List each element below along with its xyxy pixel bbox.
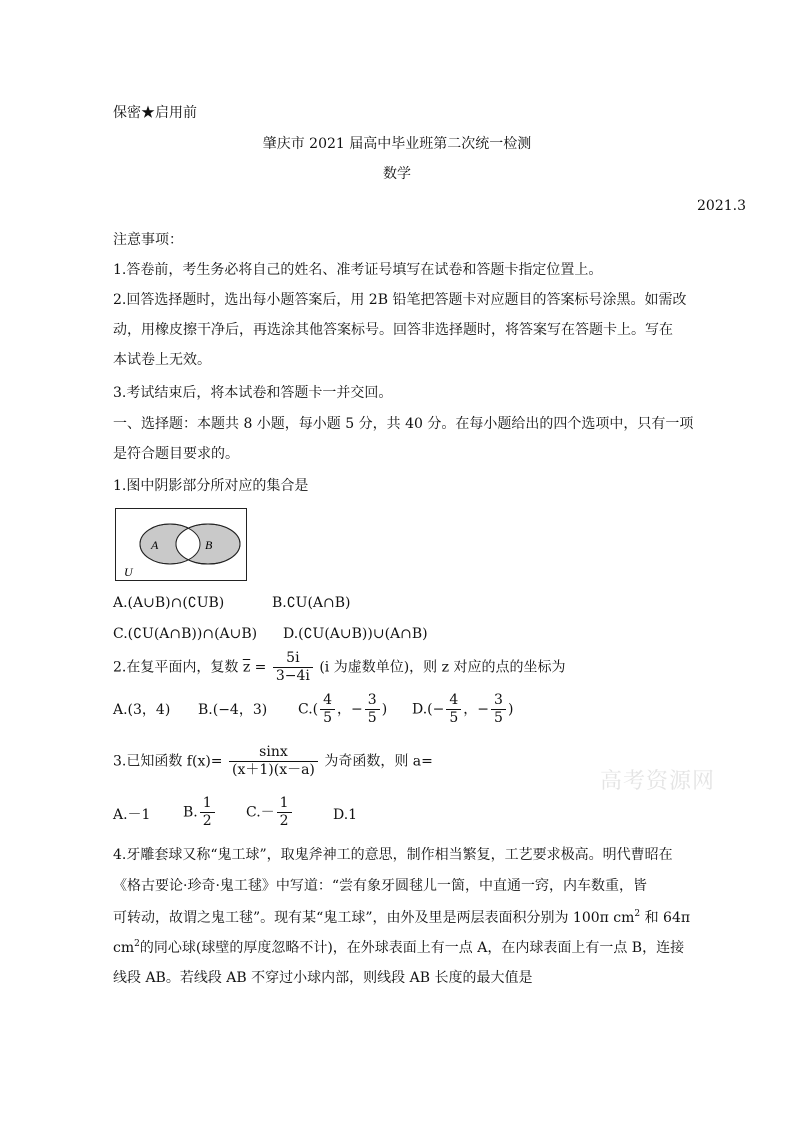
q2-d-den-1: 5 [449, 710, 459, 726]
q3-c-num: 1 [277, 795, 292, 813]
q3-fraction [229, 744, 318, 779]
q2-d-sep: ，− [463, 701, 490, 718]
q3-stem-pre: 3.已知函数 f(x)= [113, 753, 223, 770]
q4-line-3a: 可转动，故谓之鬼工毬”。现有某“鬼工球”，由外及里是两层表面积分别为 100π cm [113, 910, 635, 926]
q3-b-num: 1 [200, 795, 215, 813]
note-1: 1.答卷前，考生务必将自己的姓名、准考证号填写在试卷和答题卡指定位置上。 [113, 262, 603, 278]
q4-line-2: 《格古要论·珍奇·鬼工毬》中写道：“尝有象牙圆毬儿一箇，中直通一窍，内车数重，皆 [113, 878, 648, 894]
q4-line-3 [113, 908, 690, 930]
notes-heading: 注意事项： [113, 232, 183, 248]
q2-d-num-1: 4 [446, 692, 461, 710]
q4-line-5: 线段 AB。若线段 AB 不穿过小球内部，则线段 AB 长度的最大值是 [113, 970, 533, 986]
q4-sup-1: 2 [634, 909, 641, 919]
q2-c-frac-2 [365, 692, 380, 727]
q4-line-4b: 的同心球(球壁的厚度忽略不计)，在外球表面上有一点 A，在内球表面上有一点 B，连接 [139, 940, 685, 956]
note-3: 3.考试结束后，将本试卷和答题卡一并交回。 [113, 385, 393, 401]
q2-d-den-2: 5 [494, 710, 503, 726]
q3-stem-post: 为奇函数，则 a= [324, 753, 433, 770]
q2-c-frac-1 [320, 692, 335, 727]
q1-option-c: C.(∁U(A∩B))∩(A∪B) [113, 626, 258, 642]
q2-fraction-numerator: 5i [273, 650, 313, 668]
q3-c-pre: C.－ [246, 804, 275, 821]
note-2-line-2: 动，用橡皮擦干净后，再选涂其他答案标号。回答非选择题时，将答案写在答题卡上。写在 [113, 322, 673, 338]
q4-line-1: 4.牙雕套球又称“鬼工球”，取鬼斧神工的意思，制作相当繁复，工艺要求极高。明代曹昭在 [113, 847, 673, 863]
q4-line-4a: cm [113, 940, 135, 956]
q2-c-num-1: 4 [320, 692, 335, 710]
q4-line-3b: 和 64π [644, 910, 691, 926]
q3-c-frac [277, 795, 292, 830]
note-2-line-3: 本试卷上无效。 [113, 352, 211, 368]
watermark: 高考资源网 [600, 769, 716, 794]
q3-fraction-denominator: (x＋1)(x－a) [232, 762, 315, 778]
q3-option-b [183, 795, 217, 830]
q4-sup-2: 2 [134, 939, 140, 949]
q2-stem-post: (i 为虚数单位)，则 z 对应的点的坐标为 [319, 659, 566, 676]
exam-subject: 数学 [383, 166, 411, 182]
z-conjugate: $\overline{z}$ [242, 659, 251, 676]
q2-c-post: ) [381, 701, 388, 718]
section-1-line-2: 是符合题目要求的。 [113, 446, 239, 462]
q2-c-num-2: 3 [365, 692, 380, 710]
q2-option-b: B.(−4，3) [198, 702, 268, 718]
venn-label-b: B [205, 538, 213, 552]
venn-label-u: U [124, 565, 133, 579]
q2-d-frac-1 [446, 692, 461, 727]
q2-d-num-2: 3 [491, 692, 506, 710]
q2-equals: = [254, 659, 267, 676]
q3-b-frac [200, 795, 215, 830]
exam-title: 肇庆市 2021 届高中毕业班第二次统一检测 [262, 136, 532, 152]
q3-b-den: 2 [202, 813, 212, 829]
q2-c-den-2: 5 [367, 710, 377, 726]
q2-d-pre: D.(− [412, 701, 445, 718]
q2-c-den-1: 5 [323, 710, 333, 726]
q4-line-4 [113, 938, 684, 960]
q2-fraction [273, 650, 313, 685]
secret-label: 保密★启用前 [113, 105, 197, 121]
q2-option-a: A.(3，4) [113, 702, 171, 718]
q2-stem-pre: 2.在复平面内，复数 [113, 659, 239, 676]
venn-label-a: A [151, 538, 159, 552]
q2-option-c [298, 692, 387, 727]
q2-c-pre: C.( [298, 701, 319, 718]
q3-fraction-numerator: sinx [229, 744, 318, 762]
q3-stem [113, 744, 433, 779]
q2-option-d [412, 692, 513, 727]
q2-c-sep: ，− [337, 701, 363, 718]
q1-option-a: A.(A∪B)∩(∁UB) [113, 595, 225, 611]
q3-option-d: D.1 [333, 807, 358, 823]
q3-c-den: 2 [279, 813, 289, 829]
q1-stem: 1.图中阴影部分所对应的集合是 [113, 478, 309, 494]
exam-date: 2021.3 [697, 198, 746, 214]
q2-stem [113, 650, 565, 685]
q3-option-c [246, 795, 294, 830]
note-2-line-1: 2.回答选择题时，选出每小题答案后，用 2B 铅笔把答题卡对应题目的答案标号涂黑。如需改 [113, 292, 687, 308]
q3-option-a: A.－1 [113, 807, 151, 823]
q1-option-b: B.∁U(A∩B) [272, 595, 351, 611]
section-1-line-1: 一、选择题：本题共 8 小题，每小题 5 分，共 40 分。在每小题给出的四个选项中，只有一项 [113, 416, 694, 432]
q3-b-pre: B. [183, 804, 198, 821]
q2-fraction-denominator: 3−4i [275, 668, 310, 684]
q2-d-post: ) [507, 701, 514, 718]
venn-diagram [115, 508, 248, 582]
q2-d-frac-2 [491, 692, 506, 727]
q1-option-d: D.(∁U(A∪B))∪(A∩B) [283, 626, 428, 642]
